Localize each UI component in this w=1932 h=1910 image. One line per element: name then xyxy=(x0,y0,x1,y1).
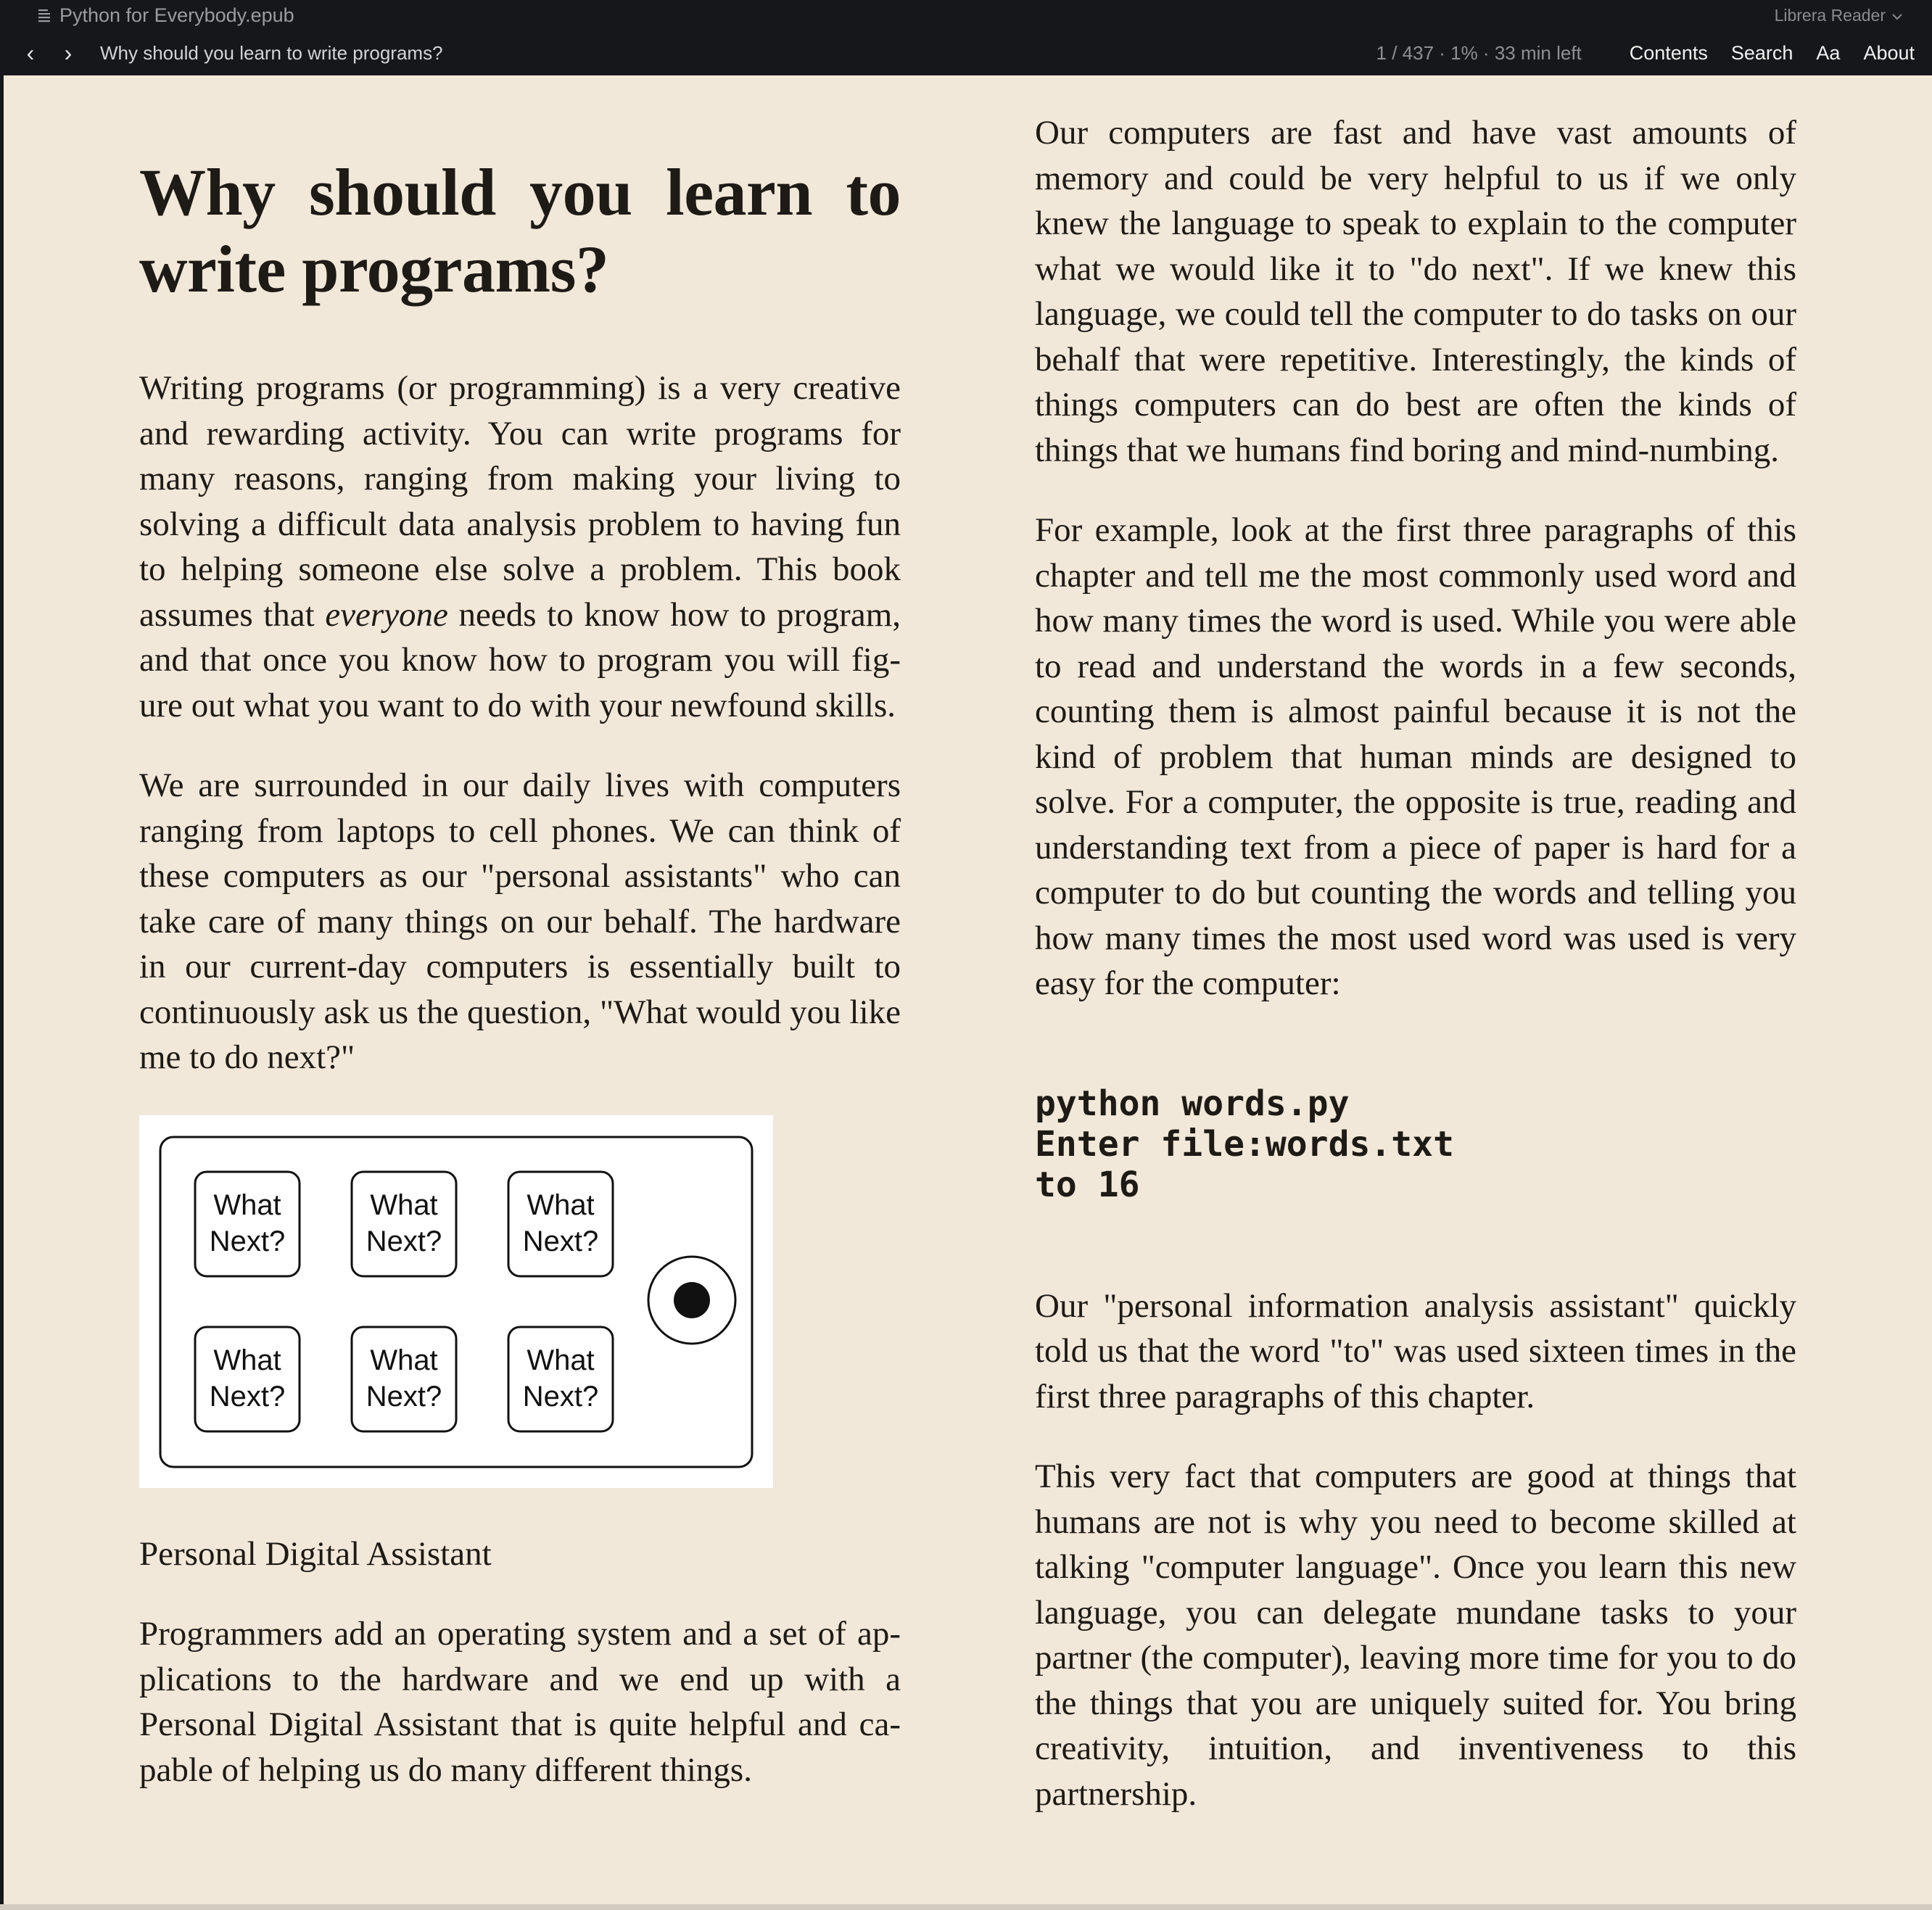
about-button[interactable]: About xyxy=(1863,42,1915,64)
what-next-button xyxy=(508,1172,613,1276)
previous-chapter-button[interactable]: ‹ xyxy=(26,40,35,66)
what-next-label-2: Next? xyxy=(366,1380,442,1413)
what-next-label-2: Next? xyxy=(366,1225,442,1257)
toolbar-actions xyxy=(1376,42,1915,65)
document-title: Python for Everybody.epub xyxy=(59,4,294,26)
app-name-label: Librera Reader xyxy=(1774,6,1886,25)
what-next-button xyxy=(352,1172,456,1276)
page-left-column xyxy=(139,154,901,1827)
paragraph-1-text-a: Writing programs (or programming) is a very creative and rewarding activity. You can write programs for many reasons, ranging from making your living to solving a difficult data analysis problem to having fun to helping someone else solve a problem. This book assumes that xyxy=(139,369,901,634)
what-next-label-2: Next? xyxy=(522,1380,599,1413)
what-next-label-1: What xyxy=(527,1188,595,1221)
what-next-label-1: What xyxy=(213,1344,281,1376)
paragraph-6: Our "personal information analysis assistant" quickly told us that the word "to" was used sixteen times in the first three paragraphs of this chapter. xyxy=(1035,1286,1796,1415)
paragraph-7: This very fact that computers are good at things that humans are not is why you need to become skilled at talking "computer language". Once you learn this new language, you can delegate mundane tasks to your partner (the computer), leaving more time for you to do the things that you are uniquely suited for. You bring creativity, intuition, and inventiveness to this partnership. xyxy=(1035,1458,1796,1813)
chapter-title: Why should you learn to write programs? xyxy=(100,42,443,64)
search-button[interactable]: Search xyxy=(1730,42,1793,64)
what-next-label-2: Next? xyxy=(209,1225,286,1257)
what-next-button xyxy=(195,1327,300,1431)
chevron-down-icon xyxy=(1891,6,1903,25)
what-next-label-2: Next? xyxy=(209,1380,286,1413)
paragraph-5: For example, look at the first three paragraphs of this chapter and tell me the most commonly used word and how many times the word is used. While you were able to read and understand the words in a few seconds, counting them is almost painful because it is not the kind of problem that human minds are designed to solve. For a computer, the opposite is true, reading and understanding text from a piece of paper is hard for a computer to do but counting the words and telling you how many times the most used word was used is very easy for the computer: xyxy=(1035,511,1796,1002)
paragraph-2: We are surrounded in our daily lives with computers ranging from laptops to cell phones. We can think of these computers as our "personal assistants" who can take care of many things on our behalf. The hardware in our current-day computers is essentially built to continuously ask us the question, "What would you like me to do next?" xyxy=(139,766,901,1076)
paragraph-4: Our computers are fast and have vast amounts of memory and could be very helpful to us if we only knew the language to speak to explain to the computer what we would like it to "do next". If we knew this language, we could tell the computer to do tasks on our behalf that were repetitive. Interestingly, the kinds of things computers can do best are often the kinds of things that we humans find boring and mind-numbing. xyxy=(1035,114,1796,469)
personal-digital-assistant-figure xyxy=(139,1115,773,1488)
font-settings-button[interactable]: Aa xyxy=(1816,42,1841,64)
emphasis-everyone: everyone xyxy=(325,595,448,634)
what-next-button xyxy=(352,1327,456,1431)
paragraph-3: Programmers add an operating system and a set of applications to the hardware and we end up with a Personal Digital Assistant that is quite helpful and capable of helping us do many different things. xyxy=(139,1615,901,1789)
document-icon xyxy=(38,8,51,24)
window-edge xyxy=(0,75,4,1910)
reading-progress: 1 / 437 · 1% · 33 min left xyxy=(1376,42,1582,64)
navigation-bar xyxy=(0,36,1932,73)
app-menu[interactable] xyxy=(1775,6,1903,25)
what-next-button xyxy=(508,1327,613,1431)
what-next-button xyxy=(195,1172,300,1276)
pda-diagram xyxy=(139,1115,773,1488)
what-next-label-1: What xyxy=(527,1344,595,1376)
what-next-label-1: What xyxy=(370,1188,438,1221)
window-bottom-edge xyxy=(0,1904,1932,1910)
window-title-bar xyxy=(0,0,1932,33)
reader-toolbar xyxy=(0,0,1932,75)
page-right-column xyxy=(1035,110,1796,1851)
home-button-icon xyxy=(648,1257,735,1344)
code-block: python words.py Enter file:words.txt to 16 xyxy=(1035,1083,1454,1205)
what-next-label-2: Next? xyxy=(522,1225,599,1257)
chapter-heading: Why should you learn to write programs? xyxy=(139,155,901,306)
figure-caption: Personal Digital Assistant xyxy=(139,1534,492,1573)
next-chapter-button[interactable]: › xyxy=(64,40,73,66)
what-next-label-1: What xyxy=(370,1344,438,1376)
contents-button[interactable]: Contents xyxy=(1629,42,1708,64)
paragraph-1-text-b: needs to know how to program, and that once you know how to program you will figure out what you want to do with your newfound skills. xyxy=(139,595,901,724)
what-next-label-1: What xyxy=(213,1188,281,1221)
paragraph-1 xyxy=(139,365,901,728)
